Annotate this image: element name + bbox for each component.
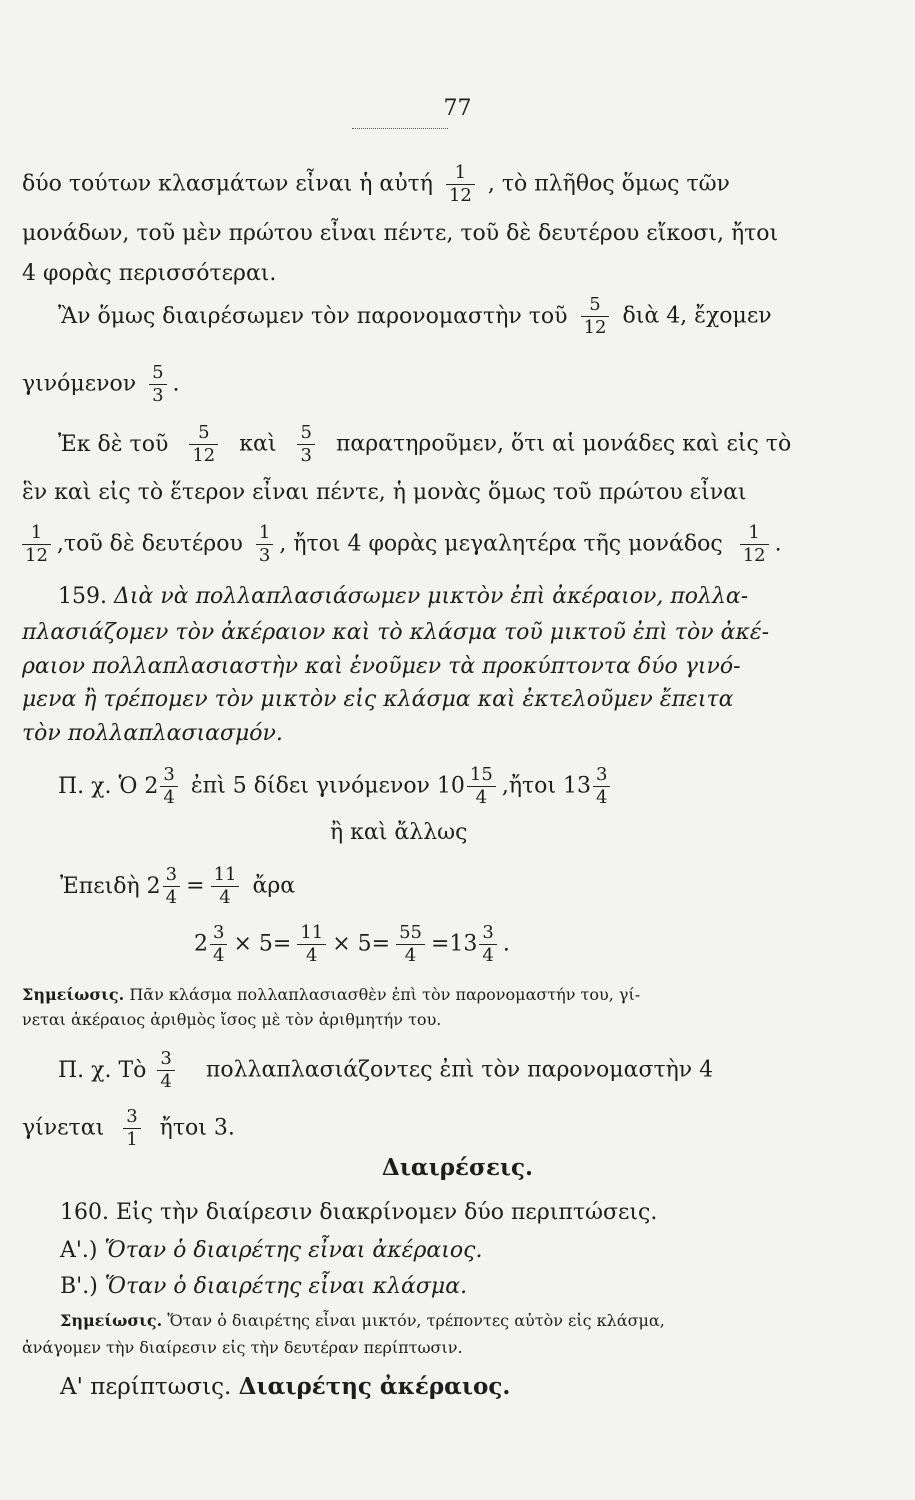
text-line: $\frac{1}{12}$ ,τοῦ δὲ δευτέρου $\frac{1}{3}$ , ἤτοι 4 φορὰς μεγαλητέρα τῆς μονάδος $\frac{1}{12}$ . [22,524,827,565]
fraction: $\frac{1}{3}$ [256,524,273,565]
text-line [60,1306,805,1336]
fraction: $\frac{5}{3}$ [149,364,166,405]
text-segment: . [502,931,510,957]
fraction: $\frac{11}{4}$ [211,866,240,907]
text-segment: Διὰ νὰ πολλαπλασιάσωμεν μικτὸν ἐπὶ ἀκέραιον, πολλα- [113,584,749,609]
fraction: $\frac{5}{3}$ [297,424,314,465]
text-line: μενα ἢ τρέπομεν τὸν μικτὸν εἰς κλάσμα καὶ ἐκτελοῦμεν ἔπειτα [22,687,734,712]
text-segment: ἄρα [252,873,296,899]
text-segment: , τὸ πλῆθος ὅμως τῶν [487,171,730,197]
text-segment: × 5= [332,931,391,957]
fraction: $\frac{15}{4}$ [467,766,496,807]
fraction: $\frac{5}{12}$ [581,296,610,337]
text-line: ἓν καὶ εἰς τὸ ἕτερον εἶναι πέντε, ἡ μονὰς ὅμως τοῦ πρώτου εἶναι [22,480,747,505]
text-segment: , ἤτοι 4 φορὰς μεγαλητέρα τῆς μονάδος [279,531,723,557]
text-segment: Ὅταν ὁ διαιρέτης εἶναι ἀκέραιος. [104,1238,483,1263]
text-segment: Ὅταν ὁ διαιρέτης εἶναι μικτόν, τρέποντες αὐτὸν εἰς κλάσμα, [167,1311,665,1330]
text-line: 160. Εἰς τὴν διαίρεσιν διακρίνομεν δύο περιπτώσεις. [60,1200,658,1225]
fraction: $\frac{3}{4}$ [210,924,227,965]
text-line: τὸν πολλαπλασιασμόν. [22,721,283,746]
text-segment: × 5= [233,931,292,957]
text-line [22,582,827,612]
text-line [22,866,827,907]
fraction: $\frac{3}{4}$ [157,1050,174,1091]
text-line: ἀνάγομεν τὴν διαίρεσιν εἰς τὴν δευτέραν περίπτωσιν. [22,1338,463,1357]
fraction: $\frac{55}{4}$ [396,924,425,965]
case-label: Β'.) [60,1274,98,1299]
text-line [60,1372,827,1402]
fraction: $\frac{3}{4}$ [163,866,180,907]
text-segment: Ἐκ δὲ τοῦ [58,431,169,457]
fraction: $\frac{1}{12}$ [446,164,475,205]
text-segment: Ἂν ὅμως διαιρέσωμεν τὸν παρονομαστὴν τοῦ [58,303,568,329]
text-segment: γινόμενον [22,371,137,397]
text-line [22,164,827,205]
section-number: 159. [58,584,107,609]
text-segment: Ὅταν ὁ διαιρέτης εἶναι κλάσμα. [104,1274,468,1299]
text-segment: πολλαπλασιάζοντες ἐπὶ τὸν παρονομαστὴν 4 [205,1057,714,1083]
text-segment: Πᾶν κλάσμα πολλαπλασιασθὲν ἐπὶ τὸν παρονομαστήν του, γί- [129,985,641,1004]
text-segment: =13 [430,931,478,957]
page-number: 77 [443,96,472,121]
fraction: $\frac{1}{12}$ [22,524,51,565]
text-segment: παρατηροῦμεν, ὅτι αἱ μονάδες καὶ εἰς τὸ [335,431,792,457]
text-line: μονάδων, τοῦ μὲν πρώτου εἶναι πέντε, τοῦ δὲ δευτέρου εἴκοσι, ἤτοι [22,221,779,246]
text-segment: ,ἤτοι 13 [501,773,592,799]
text-line [22,766,827,807]
text-line: ἢ καὶ ἄλλως [330,820,468,845]
text-line: νεται ἀκέραιος ἀριθμὸς ἴσος μὲ τὸν ἀριθμητήν του. [22,1010,442,1029]
text-line [60,1236,827,1266]
fraction: $\frac{5}{12}$ [189,424,218,465]
note-label: Σημείωσις. [60,1311,163,1330]
text-segment: ,τοῦ δὲ δευτέρου [56,531,243,557]
text-line [60,1272,827,1302]
fraction: $\frac{1}{12}$ [740,524,769,565]
fraction: $\frac{3}{4}$ [593,766,610,807]
text-line: γινόμενον $\frac{5}{3}$ . [22,362,180,406]
text-segment: γίνεται [22,1115,105,1141]
text-segment: Α' περίπτωσις. [60,1374,232,1400]
header-rule [352,128,448,129]
text-line: ραιον πολλαπλασιαστὴν καὶ ἑνοῦμεν τὰ προκύπτοντα δύο γινό- [22,654,741,679]
text-segment: δύο τούτων κλασμάτων εἶναι ἡ αὐτή [22,171,433,197]
fraction: $\frac{3}{1}$ [123,1108,140,1149]
fraction: $\frac{11}{4}$ [297,924,326,965]
fraction: $\frac{3}{4}$ [160,766,177,807]
subheading: Διαιρέτης ἀκέραιος. [238,1373,511,1400]
text-segment: = [186,873,205,899]
text-line: πλασιάζομεν τὸν ἀκέραιον καὶ τὸ κλάσμα τοῦ μικτοῦ ἐπὶ τὸν ἀκέ- [22,620,770,645]
text-line: 4 φορὰς περισσότεραι. [22,261,277,286]
text-segment: 2 [194,931,208,957]
equation [194,924,827,965]
fraction: $\frac{3}{4}$ [479,924,496,965]
text-segment: ἤτοι 3. [159,1115,235,1141]
text-segment: ἐπὶ 5 δίδει γινόμενον 10 [190,773,465,799]
case-label: Α'.) [60,1238,98,1263]
text-line [22,1050,827,1091]
text-line [22,1108,827,1149]
text-line [22,296,827,337]
text-segment: Ἐπειδὴ 2 [60,873,161,899]
note-label: Σημείωσις. [22,985,125,1004]
text-segment: διὰ 4, ἔχομεν [622,303,772,329]
text-segment: Π. χ. Ὁ 2 [58,773,159,799]
text-line [22,424,827,465]
text-segment: καὶ [239,431,277,457]
text-segment: Π. χ. Τὸ [58,1057,147,1083]
section-heading: Διαιρέσεις. [381,1154,534,1181]
